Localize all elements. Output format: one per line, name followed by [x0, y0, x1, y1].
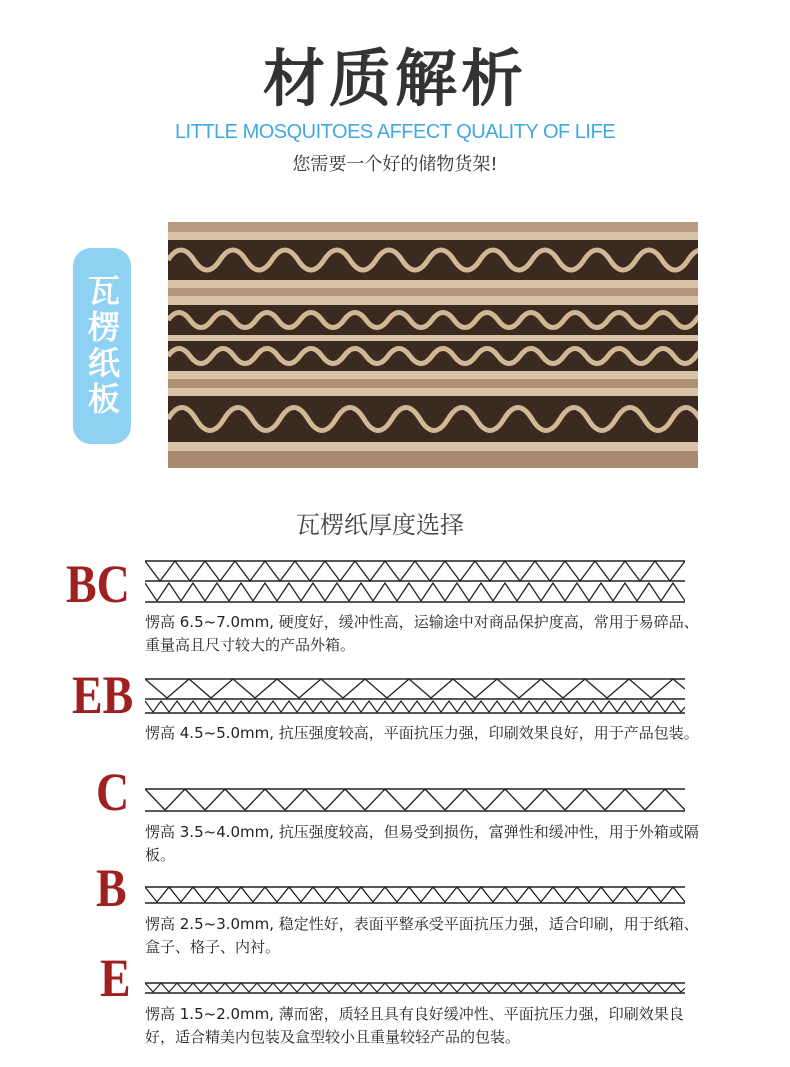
- grade-letter-c: C: [96, 762, 130, 822]
- cardboard-cross-section-photo: [168, 222, 698, 468]
- grade-description-bc: 愣高 6.5~7.0mm, 硬度好，缓冲性高，运输途中对商品保护度高，常用于易碎品、重量高且尺寸较大的产品外箱。: [145, 613, 699, 654]
- material-badge: [73, 248, 131, 444]
- page-title: 材质解析: [262, 42, 527, 115]
- grade-description-e: 愣高 1.5~2.0mm, 薄而密，质轻且具有良好缓冲性、平面抗压力强，印刷效果良好，适合精美内包装及盒型较小且重量较轻产品的包装。: [145, 1005, 684, 1046]
- thickness-section-title: 瓦楞纸厚度选择: [296, 511, 464, 539]
- grade-description-b: 愣高 2.5~3.0mm, 稳定性好，表面平整承受平面抗压力强，适合印刷，用于纸箱、盒子、格子、内衬。: [145, 915, 699, 956]
- grade-letter-b: B: [96, 858, 127, 918]
- english-subtitle: LITTLE MOSQUITOES AFFECT QUALITY OF LIFE: [174, 121, 616, 143]
- eb-flute-diagram: [145, 678, 685, 714]
- e-flute-diagram: [145, 982, 685, 994]
- c-flute-diagram: [145, 788, 685, 812]
- grade-description-eb: 愣高 4.5~5.0mm, 抗压强度较高，平面抗压力强，印刷效果良好，用于产品包装。: [145, 724, 699, 742]
- grade-letter-eb: EB: [72, 665, 134, 725]
- chinese-subtitle: 您需要一个好的储物货架!: [292, 154, 498, 175]
- grade-description-c: 愣高 3.5~4.0mm, 抗压强度较高，但易受到损伤，富弹性和缓冲性，用于外箱或隔板。: [145, 823, 699, 864]
- grade-letter-bc: BC: [66, 554, 130, 614]
- material-badge-label: 瓦楞纸板: [83, 274, 121, 418]
- grade-letter-e: E: [100, 948, 131, 1008]
- b-flute-diagram: [145, 886, 685, 904]
- double-wall-flute-diagram: [145, 560, 685, 604]
